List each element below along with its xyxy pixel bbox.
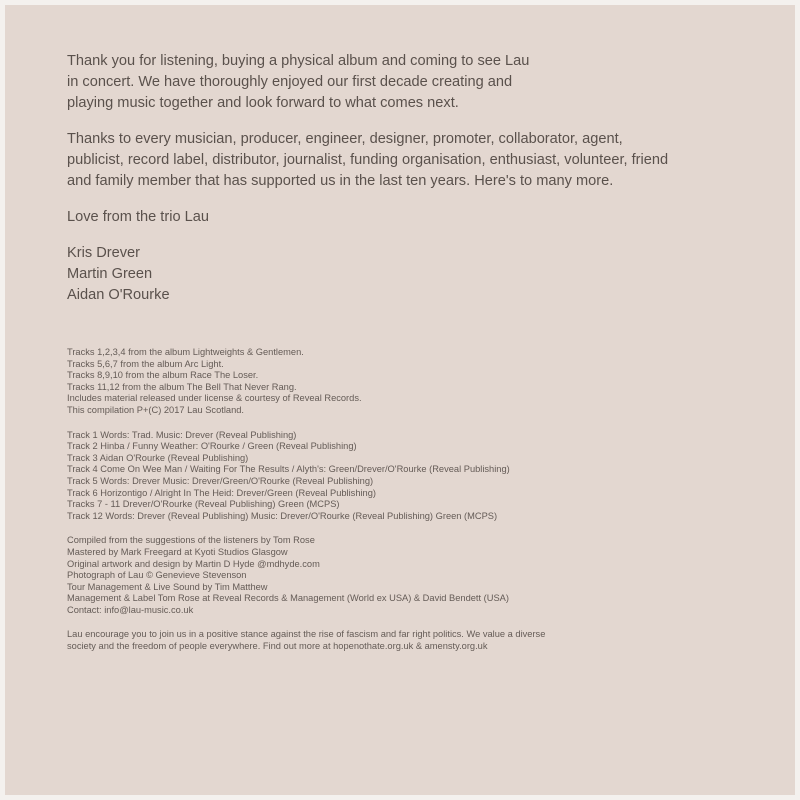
credit-line: Management & Label Tom Rose at Reveal Records & Management (World ex USA) & David Bendett (USA) [67, 593, 509, 604]
credit-line: Photograph of Lau © Genevieve Stevenson [67, 570, 247, 581]
credit-line: Mastered by Mark Freegard at Kyoti Studios Glasgow [67, 546, 288, 557]
text-line: Thanks to every musician, producer, engineer, designer, promoter, collaborator, agent, [67, 131, 623, 147]
credit-line: Track 2 Hinba / Funny Weather: O'Rourke / Green (Reveal Publishing) [67, 441, 357, 452]
text-line: playing music together and look forward to what comes next. [67, 95, 459, 111]
text-line: and family member that has supported us in the last ten years. Here's to many more. [67, 173, 614, 189]
liner-notes-page [5, 5, 795, 795]
credit-line: Track 1 Words: Trad. Music: Drever (Reveal Publishing) [67, 429, 297, 440]
statement-line: society and the freedom of people everywhere. Find out more at hopenothate.org.uk & amensty.org.uk [67, 641, 488, 652]
statement [67, 629, 767, 652]
thanks-paragraph-2 [67, 129, 767, 192]
credit-line: Track 4 Come On Wee Man / Waiting For The Results / Alyth's: Green/Drever/O'Rourke (Reveal Publishing) [67, 464, 510, 475]
credit-line: This compilation P+(C) 2017 Lau Scotland. [67, 404, 244, 415]
member-name: Aidan O'Rourke [67, 287, 170, 303]
credit-line: Track 12 Words: Drever (Reveal Publishing) Music: Drever/O'Rourke (Reveal Publishing) Green (MCPS) [67, 510, 498, 521]
thanks-paragraph-1 [67, 51, 767, 114]
credit-line: Tracks 1,2,3,4 from the album Lightweights & Gentlemen. [67, 347, 304, 357]
credit-line: Track 6 Horizontigo / Alright In The Heid: Drever/Green (Reveal Publishing) [67, 487, 376, 498]
statement-line: Lau encourage you to join us in a positive stance against the rise of fascism and far right politics. We value a diverse [67, 629, 546, 640]
liner-notes-content [67, 51, 767, 653]
credit-line: Tour Management & Live Sound by Tim Matthew [67, 581, 268, 592]
credit-line: Tracks 5,6,7 from the album Arc Light. [67, 358, 224, 369]
credits-section [67, 347, 767, 653]
track-credits [67, 430, 767, 523]
credit-line: Contact: info@lau-music.co.uk [67, 604, 194, 615]
credit-line: Original artwork and design by Martin D Hyde @mdhyde.com [67, 558, 320, 569]
member-name: Martin Green [67, 266, 153, 282]
text-line: publicist, record label, distributor, journalist, funding organisation, enthusiast, volunteer, friend [67, 152, 669, 168]
production-credits [67, 535, 767, 616]
text-line: Thank you for listening, buying a physical album and coming to see Lau [67, 53, 530, 69]
band-members [67, 243, 767, 306]
credit-line: Tracks 8,9,10 from the album Race The Loser. [67, 370, 259, 381]
credit-line: Compiled from the suggestions of the listeners by Tom Rose [67, 535, 315, 546]
sign-off: Love from the trio Lau [67, 209, 209, 225]
credit-line: Includes material released under license & courtesy of Reveal Records. [67, 393, 362, 404]
credit-line: Tracks 11,12 from the album The Bell That Never Rang. [67, 381, 297, 392]
credit-line: Tracks 7 - 11 Drever/O'Rourke (Reveal Publishing) Green (MCPS) [67, 499, 340, 510]
text-line: in concert. We have thoroughly enjoyed our first decade creating and [67, 74, 513, 90]
credit-line: Track 3 Aidan O'Rourke (Reveal Publishing) [67, 452, 249, 463]
credit-line: Track 5 Words: Drever Music: Drever/Green/O'Rourke (Reveal Publishing) [67, 475, 374, 486]
sign-off-block [67, 207, 767, 228]
member-name: Kris Drever [67, 245, 140, 261]
album-sources [67, 347, 767, 417]
